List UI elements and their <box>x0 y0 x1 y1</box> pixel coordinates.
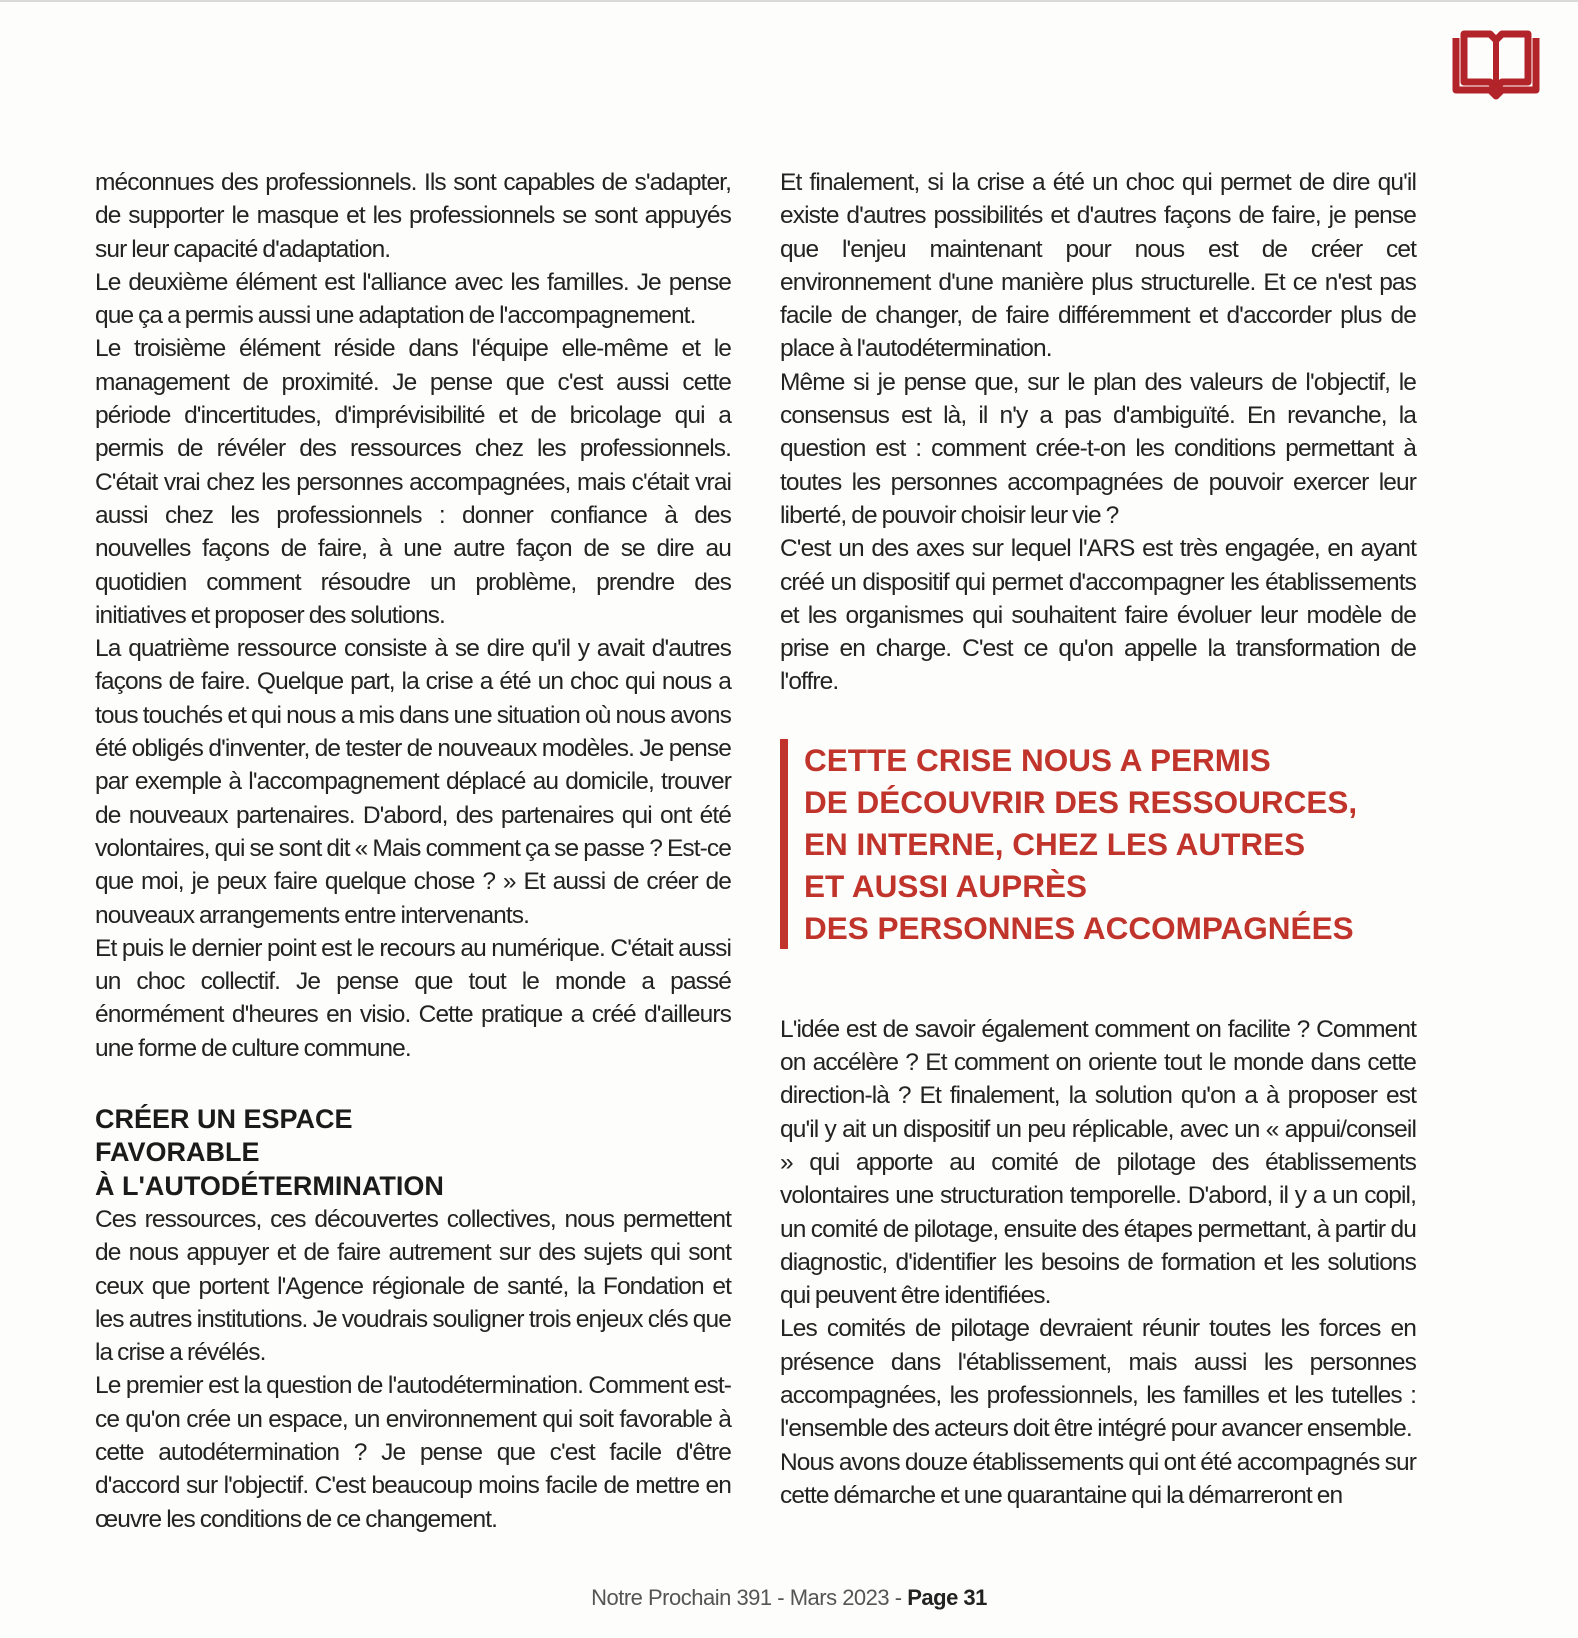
paragraph: Le premier est la question de l'autodétermination. Comment est-ce qu'on crée un espace, un environnement qui soit favorable à cette autodétermination ? Je pense que c'est facile d'être d'accord sur l'objectif. C'est beaucoup moins facile de mettre en œuvre les conditions de ce changement. <box>95 1372 731 1533</box>
section-heading <box>95 1103 731 1203</box>
pull-quote-line: EN INTERNE, CHEZ LES AUTRES <box>804 825 1306 862</box>
paragraph: méconnues des professionnels. Ils sont capables de s'adapter, de supporter le masque et les professionnels se sont appuyés sur leur capacité d'adaptation. <box>95 169 731 263</box>
book-icon <box>1450 28 1542 100</box>
pull-quote-line: CETTE CRISE NOUS A PERMIS <box>804 741 1271 778</box>
left-column <box>95 166 731 1536</box>
pull-quote <box>780 739 1416 949</box>
pull-quote-line: DE DÉCOUVRIR DES RESSOURCES, <box>804 783 1358 820</box>
paragraph: Le deuxième élément est l'alliance avec les familles. Je pense que ça a permis aussi une adaptation de l'accompagnement. <box>95 268 731 330</box>
paragraph: Nous avons douze établissements qui ont été accompagnés sur cette démarche et une quarantaine qui la démarreront en <box>780 1448 1416 1509</box>
paragraph: Et puis le dernier point est le recours au numérique. C'était aussi un choc collectif. Je pense que tout le monde a passé énormément d'heures en visio. Cette pratique a créé d'ailleurs une forme de culture commune. <box>95 934 731 1062</box>
page-footer <box>0 1585 1578 1611</box>
section-heading-line: CRÉER UN ESPACE <box>95 1104 353 1135</box>
pull-quote-line: DES PERSONNES ACCOMPAGNÉES <box>804 909 1354 946</box>
top-rule <box>0 0 1578 2</box>
paragraph: Et finalement, si la crise a été un choc qui permet de dire qu'il existe d'autres possibilités et d'autres façons de faire, je pense que l'enjeu maintenant pour nous est de créer cet environnement d'une manière plus structurelle. Et ce n'est pas facile de changer, de faire différemment et d'accorder plus de place à l'autodétermination. <box>780 169 1416 363</box>
paragraph: La quatrième ressource consiste à se dire qu'il y avait d'autres façons de faire. Quelque part, la crise a été un choc qui nous a tous touchés et qui nous a mis dans une situation où nous avons été obligés d'inventer, de tester de nouveaux modèles. Je pense par exemple à l'accompagnement déplacé au domicile, trouver de nouveaux partenaires. D'abord, des partenaires qui ont été volontaires, qui se sont dit « Mais comment ça se passe ? Est-ce que moi, je peux faire quelque chose ? » Et aussi de créer de nouveaux arrangements entre intervenants. <box>95 635 731 929</box>
paragraph: Les comités de pilotage devraient réunir toutes les forces en présence dans l'établissement, mais aussi les personnes accompagnées, les professionnels, les familles et les tutelles : l'ensemble des acteurs doit être intégré pour avancer ensemble. <box>780 1315 1416 1443</box>
paragraph: Même si je pense que, sur le plan des valeurs de l'objectif, le consensus est là, il n'y a pas d'ambiguïté. En revanche, la question est : comment crée-t-on les conditions permettant à toutes les personnes accompagnées de pouvoir exercer leur liberté, de pouvoir choisir leur vie ? <box>780 368 1416 529</box>
page-number: Page 31 <box>907 1585 987 1610</box>
paragraph: L'idée est de savoir également comment on facilite ? Comment on accélère ? Et comment on oriente tout le monde dans cette direction-là ? Et finalement, la solution qu'on a à proposer est qu'il y ait un dispositif un peu réplicable, avec un « appui/conseil » qui apporte au comité de pilotage des établissements volontaires une structuration temporelle. D'abord, il y a un copil, un comité de pilotage, ensuite des étapes permettant, à partir du diagnostic, d'identifier les besoins de formation et les solutions qui peuvent être identifiées. <box>780 1015 1416 1310</box>
paragraph: Ces ressources, ces découvertes collectives, nous permettent de nous appuyer et de faire autrement sur des sujets qui sont ceux que portent l'Agence régionale de santé, la Fondation et les autres institutions. Je voudrais souligner trois enjeux clés que la crise a révélés. <box>95 1205 731 1367</box>
paragraph: C'est un des axes sur lequel l'ARS est très engagée, en ayant créé un dispositif qui permet d'accompagner les établissements et les organismes qui souhaitent faire évoluer leur modèle de prise en charge. C'est ce qu'on appelle la transformation de l'offre. <box>780 535 1416 696</box>
publication-info: Notre Prochain 391 - Mars 2023 - <box>591 1585 902 1610</box>
right-column <box>780 166 1416 1512</box>
pull-quote-line: ET AUSSI AUPRÈS <box>804 867 1087 904</box>
paragraph: Le troisième élément réside dans l'équipe elle-même et le management de proximité. Je pense que c'est aussi cette période d'incertitudes, d'imprévisibilité et de bricolage qui a permis de révéler des ressources chez les professionnels. C'était vrai chez les personnes accompagnées, mais c'était vrai aussi chez les professionnels : donner confiance à des nouvelles façons de faire, à une autre façon de se dire au quotidien comment résoudre un problème, prendre des initiatives et proposer des solutions. <box>95 335 731 629</box>
section-heading-line: FAVORABLE <box>95 1137 260 1168</box>
section-heading-line: À L'AUTODÉTERMINATION <box>95 1170 444 1201</box>
